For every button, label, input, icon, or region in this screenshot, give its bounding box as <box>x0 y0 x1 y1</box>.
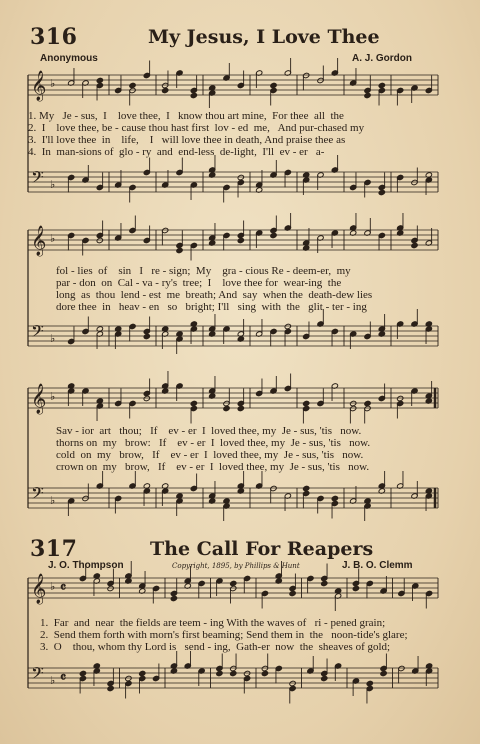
note-head <box>162 87 169 93</box>
note-head <box>352 585 359 591</box>
note-head <box>378 189 385 195</box>
lyric-verse-2: par - don on Cal - va - ry's tree; I love thee for wear-ing the <box>56 277 342 289</box>
lyric-verse-1: fol - lies of sin I re - sign; My gra - cious Re - deem-er, my <box>56 265 351 277</box>
note-head <box>289 590 296 596</box>
note-head <box>230 670 237 676</box>
note-head <box>237 405 244 411</box>
treble-clef-icon: 𝄞 <box>31 71 47 101</box>
time-signature-icon: 𝄴 <box>60 670 67 686</box>
treble-clef-icon: 𝄞 <box>31 226 47 256</box>
treble-clef-icon: 𝄞 <box>31 574 47 604</box>
lyric-verse-1: 1. Far and near the fields are teem - ing With the waves of ri - pened grain; <box>40 617 386 629</box>
note-head <box>129 82 136 88</box>
lyric-verse-2: 2. Send them forth with morn's first beaming; Send them in the noon-tide's glare; <box>40 629 408 641</box>
note-head <box>139 670 146 676</box>
lyric-verse-3: 3. O thou, whom thy Lord is send - ing, Gath-er now the sheaves of gold; <box>40 641 391 653</box>
note-head <box>96 237 103 243</box>
note-head <box>411 242 418 248</box>
note-head <box>364 400 371 406</box>
words-credit: Anonymous <box>40 53 98 64</box>
note-head <box>270 232 277 238</box>
note-head <box>107 585 114 591</box>
note-head <box>216 670 223 676</box>
note-head <box>170 595 177 601</box>
bass-clef-icon: 𝄢 <box>31 167 44 191</box>
note-head <box>331 495 338 501</box>
note-head <box>125 675 132 681</box>
copyright-notice: Copyright, 1895, by Phillips & Hunt <box>172 562 300 570</box>
note-head <box>366 680 373 686</box>
lyric-verse-3: cold on my brow, If ev - er I loved thee, my Je - sus, 'tis now. <box>56 449 364 461</box>
flat-icon: ♭ <box>50 178 56 191</box>
lyric-verse-4: crown on my brow, If ev - er I loved thee, my Je - sus, 'tis now. <box>56 461 370 473</box>
note-head <box>237 237 244 243</box>
lyric-verse-4: dore thee in heav - en so bright; I'll sing with the glit - ter - ing <box>56 301 367 313</box>
note-head <box>190 92 197 98</box>
hymn-title: The Call For Reapers <box>150 538 374 560</box>
flat-icon: ♭ <box>50 494 56 507</box>
note-head <box>364 92 371 98</box>
hymn-number: 316 <box>30 24 78 50</box>
lyric-verse-1: Sav - ior art thou; If ev - er I loved thee, my Je - sus, 'tis now. <box>56 425 362 437</box>
note-head <box>244 670 251 676</box>
note-head <box>270 82 277 88</box>
lyric-verse-3: long as thou lend - est me breath; And say when the death-dew lies <box>56 289 373 301</box>
lyric-verse-3: 3. I'll love thee in life, I will love thee in death, And praise thee as <box>28 134 346 146</box>
hymn-title: My Jesus, I Love Thee <box>148 26 380 48</box>
bass-clef-icon: 𝄢 <box>31 663 44 687</box>
time-signature-icon: 𝄴 <box>60 580 67 596</box>
music-credit: A. J. Gordon <box>352 53 412 64</box>
lyric-verse-2: 2. I love thee, be - cause thou hast first lov - ed me, And pur-chased my <box>28 122 365 134</box>
note-head <box>303 400 310 406</box>
note-head <box>143 333 150 339</box>
flat-icon: ♭ <box>50 390 56 403</box>
note-head <box>289 680 296 686</box>
note-head <box>223 405 230 411</box>
music-credit: J. B. O. Clemm <box>342 560 413 571</box>
note-head <box>303 485 310 491</box>
flat-icon: ♭ <box>50 77 56 90</box>
note-head <box>397 395 404 401</box>
note-head <box>378 82 385 88</box>
lyric-verse-2: thorns on my brow: If ev - er I loved thee, my Je - sus, 'tis now. <box>56 437 371 449</box>
note-head <box>230 580 237 586</box>
note-head <box>350 400 357 406</box>
bass-clef-icon: 𝄢 <box>31 321 44 345</box>
lyric-verse-1: 1. My Je - sus, I love thee, I know thou art mine, For thee all the <box>28 110 344 122</box>
words-credit: J. O. Thompson <box>48 560 124 571</box>
note-head <box>237 174 244 180</box>
note-head <box>176 247 183 253</box>
treble-clef-icon: 𝄞 <box>31 384 47 414</box>
flat-icon: ♭ <box>50 232 56 245</box>
note-head <box>143 395 150 401</box>
flat-icon: ♭ <box>50 674 56 687</box>
hymn-number: 317 <box>30 536 78 562</box>
note-head <box>321 580 328 586</box>
lyric-verse-4: 4. In man-sions of glo - ry and end-less de-light, I'll ev - er a- <box>28 146 325 158</box>
note-head <box>261 670 268 676</box>
flat-icon: ♭ <box>50 580 56 593</box>
note-head <box>107 685 114 691</box>
note-head <box>190 400 197 406</box>
note-head <box>284 323 291 329</box>
note-head <box>96 77 103 83</box>
note-head <box>380 670 387 676</box>
bass-clef-icon: 𝄢 <box>31 483 44 507</box>
note-head <box>79 670 86 676</box>
flat-icon: ♭ <box>50 332 56 345</box>
note-head <box>321 675 328 681</box>
